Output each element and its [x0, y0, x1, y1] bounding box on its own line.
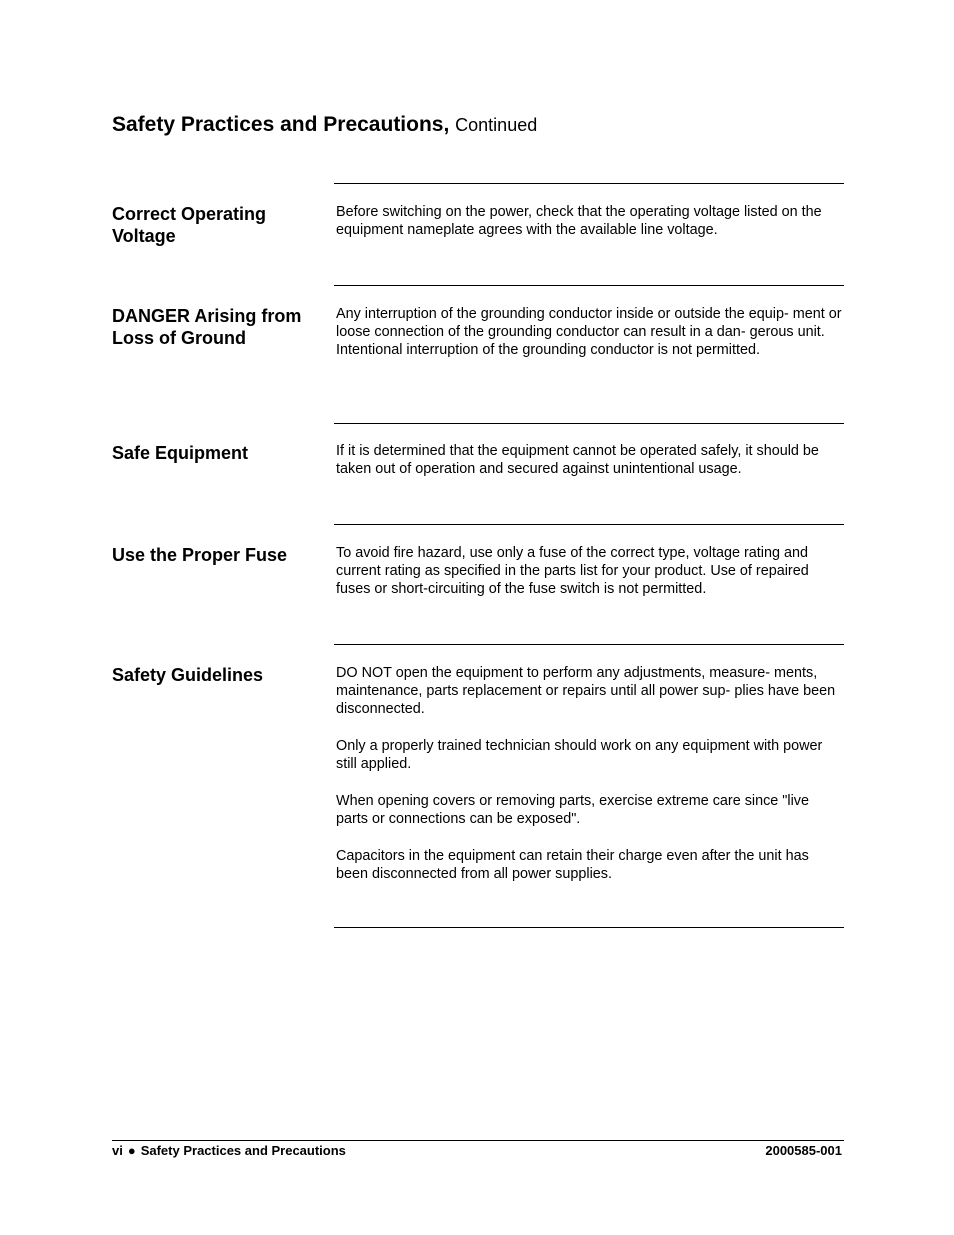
paragraph: Only a properly trained technician should work on any equipment with power still applied. [336, 738, 823, 772]
paragraph: Any interruption of the grounding conductor inside or outside the equip- ment or loose connection of the grounding conductor can result in a dan- gerous unit. Intentional interruption of the grounding conductor is not permitted. [336, 306, 842, 358]
page-number: vi [112, 1143, 123, 1158]
section-heading-safe-equipment: Safe Equipment [112, 443, 249, 463]
section-heading-danger-loss-of-ground: DANGER Arising from Loss of Ground [112, 306, 302, 348]
section-divider [334, 927, 844, 928]
section-divider [334, 644, 844, 645]
section-heading-correct-operating-voltage: Correct Operating Voltage [112, 204, 267, 246]
document-number: 2000585-001 [765, 1143, 842, 1158]
continued-label: Continued [455, 115, 538, 135]
paragraph: Before switching on the power, check that the operating voltage listed on the equipment nameplate agrees with the available line voltage. [336, 204, 822, 238]
section-divider [334, 423, 844, 424]
section-body-correct-operating-voltage [336, 203, 844, 258]
section-heading-use-proper-fuse: Use the Proper Fuse [112, 545, 288, 565]
section-divider [334, 285, 844, 286]
section-heading-safety-guidelines: Safety Guidelines [112, 665, 264, 685]
paragraph: DO NOT open the equipment to perform any adjustments, measure- ments, maintenance, parts replacement or repairs until all power sup- plies have been disconnected. [336, 665, 836, 717]
page-title-text: Safety Practices and Precautions, [112, 113, 450, 136]
section-body-use-proper-fuse [336, 544, 844, 617]
footer-divider [112, 1140, 844, 1141]
page-title [112, 112, 537, 138]
footer-section-title: Safety Practices and Precautions [140, 1143, 346, 1158]
paragraph: Capacitors in the equipment can retain their charge even after the unit has been disconnected from all power supplies. [336, 848, 809, 882]
section-body-danger-loss-of-ground [336, 305, 844, 378]
paragraph: When opening covers or removing parts, exercise extreme care since "live parts or connections can be exposed". [336, 793, 810, 827]
footer-left [112, 1143, 346, 1159]
section-body-safe-equipment [336, 442, 844, 497]
section-body-safety-guidelines [336, 664, 844, 902]
bullet-separator: ● [127, 1143, 136, 1158]
section-divider [334, 183, 844, 184]
section-divider [334, 524, 844, 525]
paragraph: If it is determined that the equipment cannot be operated safely, it should be taken out of operation and secured against unintentional usage. [336, 443, 819, 477]
paragraph: To avoid fire hazard, use only a fuse of the correct type, voltage rating and current rating as specified in the parts list for your product. Use of repaired fuses or short-circuiting of the fuse switch is not permitted. [336, 545, 809, 597]
